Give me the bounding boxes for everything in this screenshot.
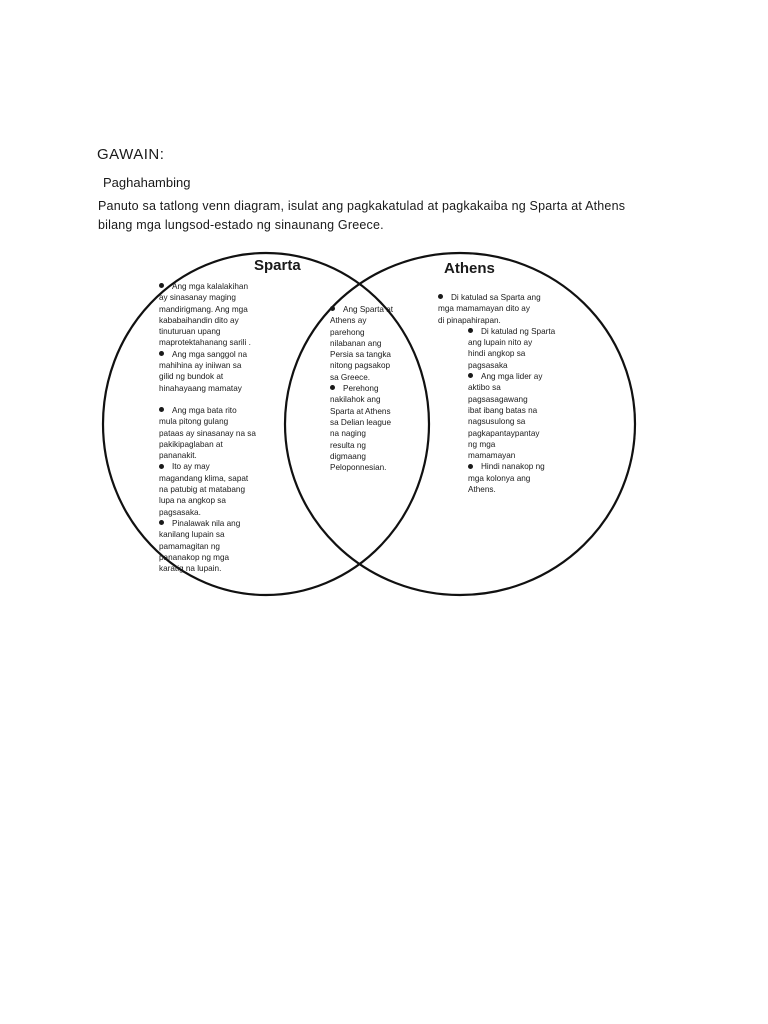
instructions-text: Panuto sa tatlong venn diagram, isulat ang pagkakatulad at pagkakaiba ng Sparta at Athens bilang mga lungsod-estado ng sinaunang Greece. xyxy=(98,199,626,232)
list-item: Perehong nakilahok ang Sparta at Athens sa Delian league na naging resulta ng digmaang Peloponnesian. xyxy=(330,384,391,473)
list-item: Hindi nanakop ng mga kolonya ang Athens. xyxy=(468,462,545,495)
athens-list xyxy=(438,292,588,495)
sparta-title: Sparta xyxy=(254,257,301,274)
activity-subheading: Paghahambing xyxy=(103,175,191,190)
list-item: Ang mga kalalakihan ay sinasanay maging mandirigmang. Ang mga kababaihandin dito ay tinuturuan upang maprotektahanang sarili . xyxy=(159,282,251,348)
list-item: Ang mga lider ay aktibo sa pagsasagawang ibat ibang batas na nagsusulong sa pagkapantaypantay ng mga mamamayan xyxy=(468,372,543,461)
list-item: Pinalawak nila ang kanilang lupain sa pamamagitan ng pananakop ng mga karatig na lupain. xyxy=(159,518,241,574)
list-item: Di katulad sa Sparta ang mga mamamayan dito ay di pinapahirapan. xyxy=(438,293,541,325)
list-item: Ito ay may magandang klima, sapat na patubig at matabang lupa na angkop sa pagsasaka. xyxy=(159,462,249,517)
list-item: Ang mga bata rito mula pitong gulang pataas ay sinasanay na sa pakikipaglaban at pananakit. xyxy=(159,405,256,461)
activity-heading: GAWAIN: xyxy=(97,146,165,163)
both-list xyxy=(330,304,430,473)
athens-title: Athens xyxy=(444,260,495,277)
list-item: Di katulad ng Sparta ang lupain nito ay hindi angkop sa pagsasaka xyxy=(468,326,556,370)
sparta-list xyxy=(159,281,285,574)
list-item: Ang mga sanggol na mahihina ay iniiwan sa gilid ng bundok at hinahayaang mamatay xyxy=(159,349,248,393)
list-item: Ang Sparta at Athens ay parehong nilabanan ang Persia sa tangka nitong pagsakop sa Greece. xyxy=(330,305,394,382)
